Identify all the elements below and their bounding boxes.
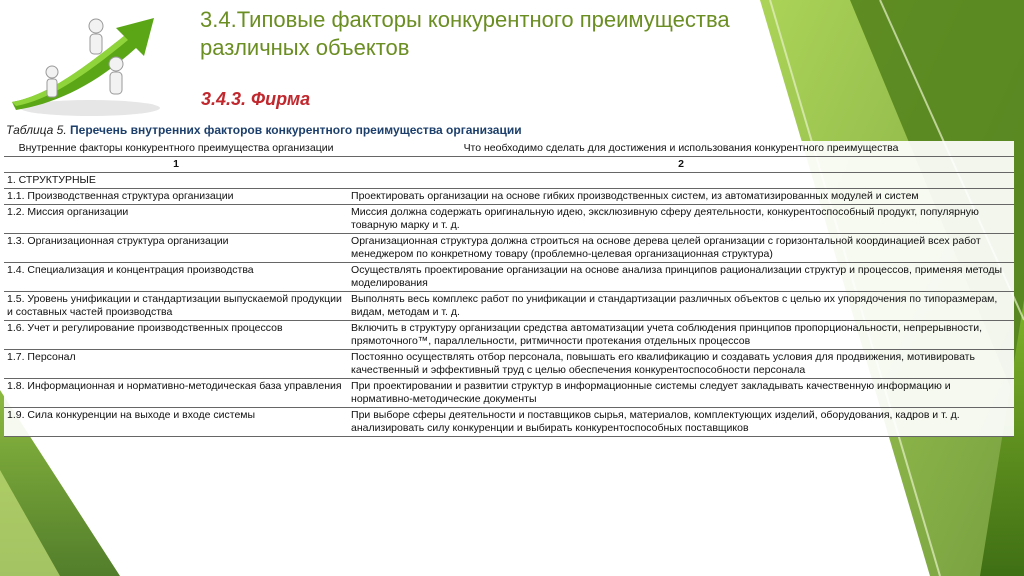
action-cell: Миссия должна содержать оригинальную идею, эксклюзивную сферу деятельности, конкурентоспособный продукт, популярную товарную марку и т. д.: [348, 205, 1014, 234]
factor-cell: 1.2. Миссия организации: [4, 205, 348, 234]
table-row: [4, 408, 1014, 437]
section-label: 1. СТРУКТУРНЫЕ: [4, 173, 1014, 189]
action-cell: Проектировать организации на основе гибких производственных систем, из автоматизированных модулей и систем: [348, 189, 1014, 205]
action-cell: Осуществлять проектирование организации на основе анализа принципов рационализации структур и процессов, применяя методы моделирования: [348, 263, 1014, 292]
table-row: [4, 350, 1014, 379]
table-row: [4, 205, 1014, 234]
growth-arrow-illustration: [4, 6, 188, 118]
action-cell: Организационная структура должна строиться на основе дерева целей организации с горизонтальной координацией всех работ менеджером по конкретному товару (проблемно-целевая организационная структура): [348, 234, 1014, 263]
table-row: [4, 321, 1014, 350]
factor-cell: 1.6. Учет и регулирование производственных процессов: [4, 321, 348, 350]
factor-cell: 1.1. Производственная структура организации: [4, 189, 348, 205]
column-number-1: 1: [4, 157, 348, 173]
table-row: [4, 379, 1014, 408]
table-header-row: [4, 141, 1014, 157]
table-caption: [6, 123, 906, 137]
table-caption-text: Перечень внутренних факторов конкурентного преимущества организации: [70, 123, 522, 137]
table-row: [4, 189, 1014, 205]
factor-cell: 1.4. Специализация и концентрация производства: [4, 263, 348, 292]
action-cell: При выборе сферы деятельности и поставщиков сырья, материалов, комплектующих изделий, оборудования, кадров и т. д. анализировать силу конкуренции и выбирать конкурентоспособных поставщиков: [348, 408, 1014, 437]
header-factors: Внутренние факторы конкурентного преимущества организации: [4, 141, 348, 157]
factor-cell: 1.3. Организационная структура организации: [4, 234, 348, 263]
table-row: [4, 292, 1014, 321]
table-row: [4, 234, 1014, 263]
slide-title: 3.4.Типовые факторы конкурентного преимущества различных объектов: [200, 7, 730, 60]
action-cell: Включить в структуру организации средства автоматизации учета соблюдения принципов пропорциональности, непрерывности, прямоточного™, параллельности, ритмичности протекания отдельных процессов: [348, 321, 1014, 350]
header-actions: Что необходимо сделать для достижения и использования конкурентного преимущества: [348, 141, 1014, 157]
factor-cell: 1.9. Сила конкуренции на выходе и входе системы: [4, 408, 348, 437]
factor-cell: 1.5. Уровень унификации и стандартизации выпускаемой продукции и составных частей производства: [4, 292, 348, 321]
section-row: [4, 173, 1014, 189]
column-number-row: [4, 157, 1014, 173]
table-caption-prefix: Таблица 5.: [6, 123, 67, 137]
table-row: [4, 263, 1014, 292]
factor-cell: 1.7. Персонал: [4, 350, 348, 379]
slide-subtitle: 3.4.3. Фирма: [201, 89, 311, 109]
action-cell: При проектировании и развитии структур в информационные системы следует закладывать качественную информацию и нормативно-методические документы: [348, 379, 1014, 408]
factor-cell: 1.8. Информационная и нормативно-методическая база управления: [4, 379, 348, 408]
action-cell: Постоянно осуществлять отбор персонала, повышать его квалификацию и создавать условия для продвижения, мотивировать качественный и эффективный труд с целью обеспечения конкурентоспособности персонала: [348, 350, 1014, 379]
action-cell: Выполнять весь комплекс работ по унификации и стандартизации различных объектов с целью их упорядочения по типоразмерам, видам, методам и т. д.: [348, 292, 1014, 321]
factors-table: [4, 141, 1014, 437]
column-number-2: 2: [348, 157, 1014, 173]
